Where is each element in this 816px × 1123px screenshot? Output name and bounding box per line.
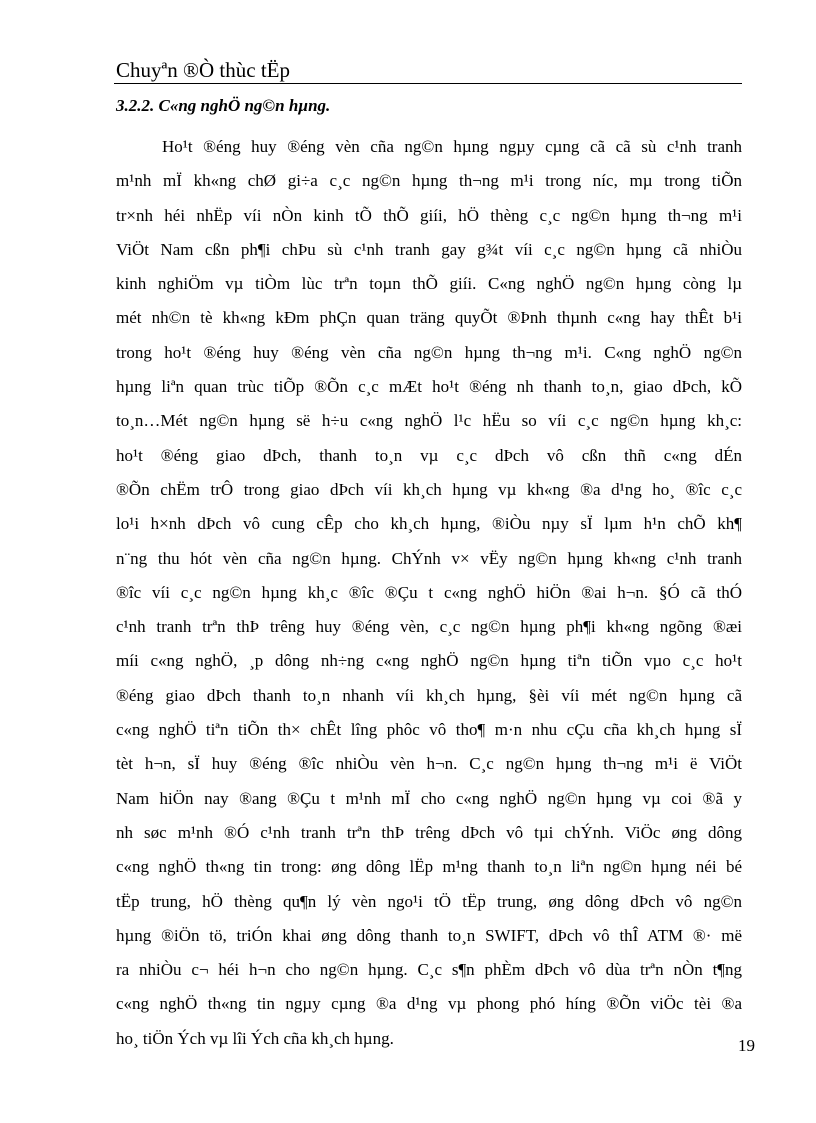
paragraph-line: c«ng nghÖ th«ng tin ngµy cµng ®a d¹ng vµ phong phó híng ®Õn viÖc tèi ®a <box>116 994 742 1014</box>
paragraph-line: kinh nghiÖm vµ tiÒm lùc trªn toµn thÕ giíi. C«ng nghÖ ng©n hµng còng lµ <box>116 274 742 294</box>
page-header-title: Chuyªn ®Ò thùc tËp <box>116 58 290 82</box>
paragraph-line: hµng liªn quan trùc tiÕp ®Õn c¸c mÆt ho¹t ®éng nh thanh to¸n, giao dÞch, kÕ <box>116 377 742 397</box>
paragraph-line: tËp trung, hÖ thèng qu¶n lý vèn ngo¹i tÖ tËp trung, øng dông dÞch vô ng©n <box>116 891 742 911</box>
paragraph-line: n¨ng thu hót vèn cña ng©n hµng. ChÝnh v× vËy ng©n hµng kh«ng c¹nh tranh <box>116 548 742 568</box>
paragraph-line: tr×nh héi nhËp víi nÒn kinh tÕ thÕ giíi, hÖ thèng c¸c ng©n hµng th¬ng m¹i <box>116 205 742 225</box>
paragraph-line: tèt h¬n, sÏ huy ®éng ®îc nhiÒu vèn h¬n. C¸c ng©n hµng th¬ng m¹i ë ViÖt <box>116 754 742 774</box>
paragraph-line: míi c«ng nghÖ, ¸p dông nh÷ng c«ng nghÖ ng©n hµng tiªn tiÕn vµo c¸c ho¹t <box>116 651 742 671</box>
paragraph-line: mét nh©n tè kh«ng kÐm phÇn quan träng quyÕt ®Þnh thµnh c«ng hay thÊt b¹i <box>116 308 742 328</box>
page-number: 19 <box>738 1036 755 1055</box>
paragraph-line: ®éng giao dÞch thanh to¸n nhanh víi kh¸ch hµng, §èi víi mét ng©n hµng cã <box>116 685 742 705</box>
paragraph-line: m¹nh mÏ kh«ng chØ gi÷a c¸c ng©n hµng th¬ng m¹i trong níc, mµ trong tiÕn <box>116 171 742 191</box>
paragraph-line: nh søc m¹nh ®Ó c¹nh tranh trªn thÞ trêng dÞch vô tµi chÝnh. ViÖc øng dông <box>116 822 742 842</box>
paragraph-line: ®Õn chËm trÔ trong giao dÞch víi kh¸ch hµng vµ kh«ng ®a d¹ng ho¸ ®îc c¸c <box>116 479 742 499</box>
header-divider <box>114 83 742 84</box>
paragraph-line: ViÖt Nam cßn ph¶i chÞu sù c¹nh tranh gay g¾t víi c¸c ng©n hµng cã nhiÒu <box>116 239 742 259</box>
paragraph-line: c«ng nghÖ tiªn tiÕn th× chÊt lîng phôc vô tho¶ m·n nhu cÇu cña kh¸ch hµng sÏ <box>116 720 742 740</box>
paragraph-line: hµng ®iÖn tö, triÓn khai øng dông thanh to¸n SWIFT, dÞch vô thÎ ATM ®· më <box>116 925 742 945</box>
paragraph-line: ho¹t ®éng giao dÞch, thanh to¸n vµ c¸c dÞch vô cßn thñ c«ng dÉn <box>116 445 742 465</box>
paragraph-line: ra nhiÒu c¬ héi h¬n cho ng©n hµng. C¸c s¶n phÈm dÞch vô dùa trªn nÒn t¶ng <box>116 960 742 980</box>
paragraph-line: lo¹i h×nh dÞch vô cung cÊp cho kh¸ch hµng, ®iÒu nµy sÏ lµm h¹n chÕ kh¶ <box>116 514 742 534</box>
paragraph-line: trong ho¹t ®éng huy ®éng vèn cña ng©n hµng th¬ng m¹i. C«ng nghÖ ng©n <box>116 342 742 362</box>
body-paragraph <box>116 130 742 1056</box>
paragraph-line: c¹nh tranh trªn thÞ trêng huy ®éng vèn, c¸c ng©n hµng ph¶i kh«ng ngõng ®æi <box>116 617 742 637</box>
section-heading: 3.2.2. C«ng nghÖ ng©n hµng. <box>116 96 331 115</box>
paragraph-line: to¸n…Mét ng©n hµng së h÷u c«ng nghÖ l¹c hËu so víi c¸c ng©n hµng kh¸c: <box>116 411 742 431</box>
paragraph-line: Nam hiÖn nay ®ang ®Çu t m¹nh mÏ cho c«ng nghÖ ng©n hµng vµ coi ®ã y <box>116 788 742 808</box>
paragraph-line: ®îc víi c¸c ng©n hµng kh¸c ®îc ®Çu t c«ng nghÖ hiÖn ®ai h¬n. §Ó cã thÓ <box>116 582 742 602</box>
paragraph-line: Ho¹t ®éng huy ®éng vèn cña ng©n hµng ngµy cµng cã cã sù c¹nh tranh <box>162 137 742 156</box>
paragraph-line: ho¸ tiÖn Ých vµ lîi Ých cña kh¸ch hµng. <box>116 1028 394 1048</box>
paragraph-line: c«ng nghÖ th«ng tin trong: øng dông lËp m¹ng thanh to¸n liªn ng©n hµng néi bé <box>116 857 742 877</box>
